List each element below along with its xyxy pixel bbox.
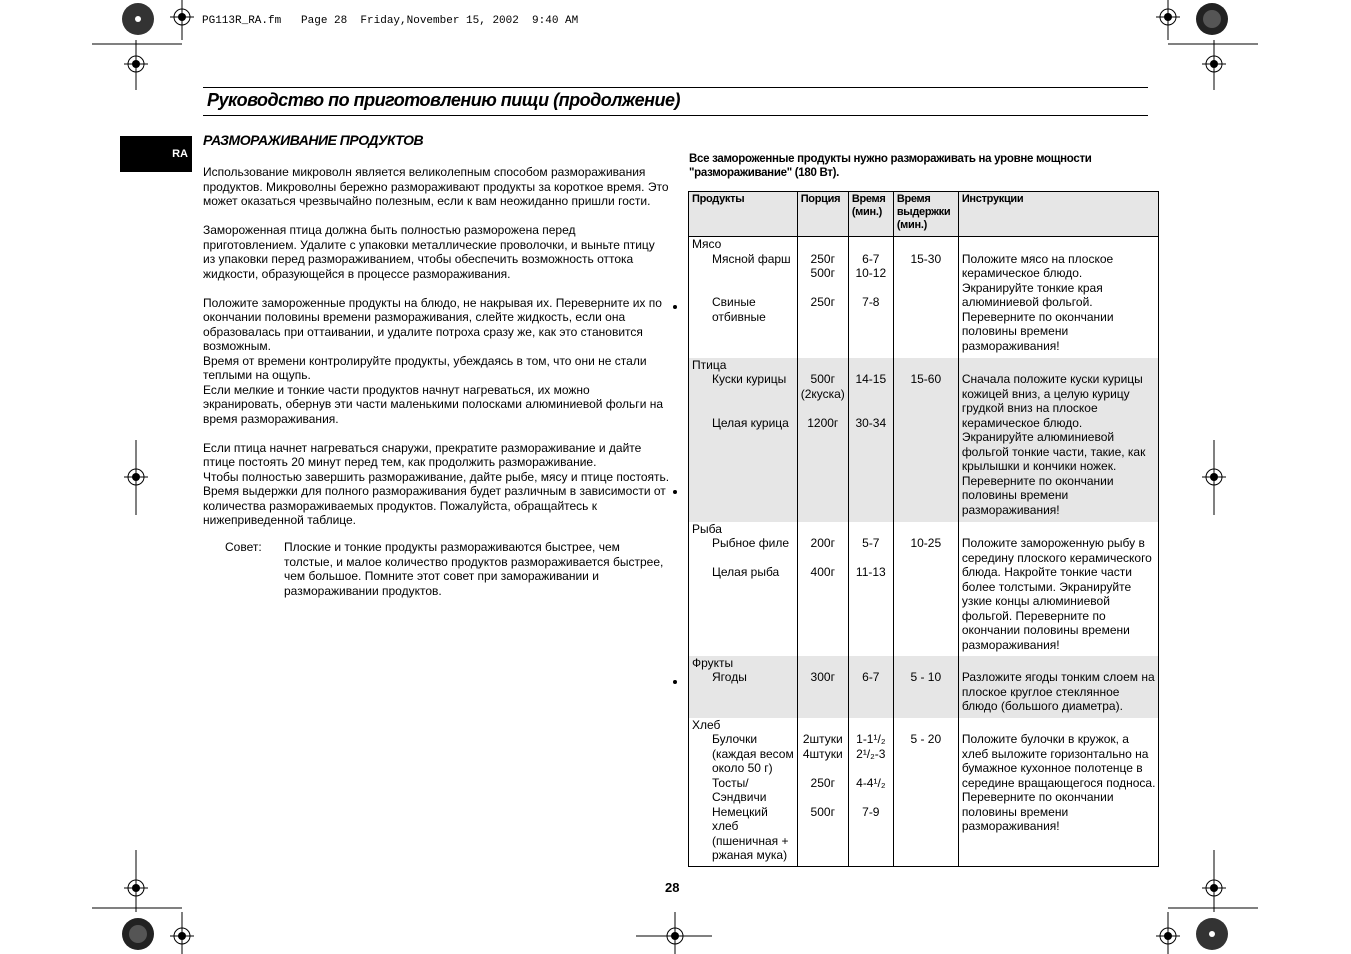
file-header: PG113R_RA.fm Page 28 Friday,November 15, 2002 9:40 AM — [202, 15, 579, 27]
margin-dot — [673, 305, 677, 309]
table-lead: Все замороженные продукты нужно размораживать на уровне мощности "размораживание" (180 Вт). — [689, 153, 1092, 179]
body-text — [203, 165, 668, 542]
items: Ягоды — [712, 670, 747, 684]
portion: 300г — [797, 656, 848, 718]
table-row — [689, 656, 1159, 718]
tip-label: Совет: — [225, 540, 262, 554]
standing-time: 15-30 — [893, 237, 958, 358]
items: Куски курицы Целая курица — [712, 372, 789, 430]
portion: 250г 500г 250г — [797, 237, 848, 358]
margin-dot — [673, 490, 677, 494]
paragraph: Если птица начнет нагреваться снаружи, прекратите размораживание и дайте птице постоять 20 минут перед тем, как продолжить размораживание. Чтобы полностью завершить размораживание, дайте рыбе, мясу и птице постоять. Время выдержки для полного размораживания будет различным в зависимости от количества размораживаемых продуктов. Пожалуйста, обращайтесь к нижеприведенной таблице. — [203, 440, 670, 527]
time: 6-7 — [848, 656, 893, 718]
portion: 2штуки 4штуки 250г 500г — [797, 718, 848, 867]
table-row — [689, 522, 1159, 656]
group-label: Фрукты — [692, 655, 734, 670]
items: Мясной фарш Свиные отбивные — [712, 251, 791, 324]
instructions: Положите булочки в кружок, а хлеб выложите горизонтально на бумажное кухонное полотенце в середине вращающегося подноса. Переверните по окончании половины времени размораживания! — [958, 718, 1159, 867]
group-label: Птица — [692, 357, 727, 372]
page-title: Руководство по приготовлению пищи (продолжение) — [207, 90, 681, 110]
time: 5-7 11-13 — [848, 522, 893, 656]
time: 14-15 30-34 — [848, 358, 893, 522]
top-rule — [203, 87, 1148, 88]
time: 6-7 10-12 7-8 — [848, 237, 893, 358]
table-row — [689, 718, 1159, 867]
margin-dot — [673, 680, 677, 684]
items: Булочки (каждая весом около 50 г) Тосты/ Сэндвичи Немецкий хлеб (пшеничная + ржаная мука) — [712, 732, 794, 862]
table-header — [689, 192, 1159, 237]
group-label: Рыба — [692, 521, 722, 536]
language-tab: RA — [120, 136, 192, 172]
header-time: Время (мин.) — [848, 192, 893, 237]
tip-text: Плоские и тонкие продукты размораживаются быстрее, чем толстые, и малое количество продуктов размораживается быстрее, чем большое. Помните этот совет при замораживании и размораживании продуктов. — [284, 540, 664, 598]
portion: 200г 400г — [797, 522, 848, 656]
paragraph: Использование микроволн является великолепным способом размораживания продуктов. Микроволны бережно размораживают продукты за короткое время. Это может оказаться чрезвычайно полезным, если к вам неожиданно пришли гости. — [203, 165, 669, 208]
standing-time: 15-60 — [893, 358, 958, 522]
time: 1-1¹/₂ 2¹/₂-3 4-4¹/₂ 7-9 — [848, 718, 893, 867]
group-label: Хлеб — [692, 717, 721, 732]
header-product: Продукты — [689, 192, 798, 237]
standing-time: 5 - 10 — [893, 656, 958, 718]
header-portion: Порция — [797, 192, 848, 237]
paragraph: Положите замороженные продукты на блюдо, не накрывая их. Переверните их по окончании половины времени размораживания, слейте жидкость, если она образовалась при оттаивании, и удалите потроха сразу же, как это становится возможным. Время от времени контролируйте продукты, убеждаясь в том, что они не стали теплыми на ощупь. Если мелкие и тонкие части продуктов начнут нагреваться, их можно экранировать, обернув эти части маленькими полосками алюминиевой фольги на время размораживания. — [203, 295, 664, 426]
group-label: Мясо — [692, 237, 722, 251]
instructions: Положите замороженную рыбу в середину плоского керамического блюда. Накройте тонкие части более толстыми. Экранируйте узкие концы алюминиевой фольгой. Переверните по окончании половины времени размораживания! — [958, 522, 1159, 656]
header-instructions: Инструкции — [958, 192, 1159, 237]
paragraph: Замороженная птица должна быть полностью разморожена перед приготовлением. Удалите с упаковки металлические проволочки, и выньте птицу из упаковки перед размораживанием, чтобы обеспечить возможность оттока жидкости, образующейся в процессе размораживания. — [203, 223, 655, 281]
page-number: 28 — [665, 880, 680, 895]
instructions: Положите мясо на плоское керамическое блюдо. Экранируйте тонкие края алюминиевой фольгой. Переверните по окончании половины времени размораживания! — [958, 237, 1159, 358]
items: Рыбное филе Целая рыба — [712, 536, 790, 579]
portion: 500г (2куска) 1200г — [797, 358, 848, 522]
table-row — [689, 237, 1159, 358]
section-title: РАЗМОРАЖИВАНИЕ ПРОДУКТОВ — [203, 132, 424, 148]
instructions: Разложите ягоды тонким слоем на плоское круглое стеклянное блюдо (большого диаметра). — [958, 656, 1159, 718]
standing-time: 5 - 20 — [893, 718, 958, 867]
instructions: Сначала положите куски курицы кожицей вниз, а целую курицу грудкой вниз на плоское керамическое блюдо. Экранируйте алюминиевой фольгой тонкие части, такие, как крылышки и кончики ножек. Переверните по окончании половины времени размораживания! — [958, 358, 1159, 522]
header-standing-time: Время выдержки (мин.) — [893, 192, 958, 237]
defrost-table — [688, 191, 1159, 867]
standing-time: 10-25 — [893, 522, 958, 656]
table-row — [689, 358, 1159, 522]
title-rule — [203, 115, 1148, 116]
